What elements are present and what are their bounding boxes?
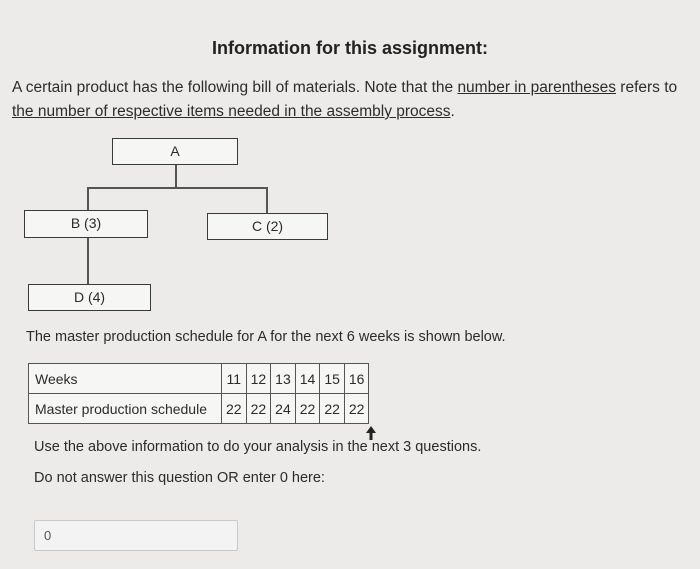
bom-connector-b [87, 187, 89, 211]
mps-quantity-cell: 22 [344, 394, 369, 424]
mps-intro-text: The master production schedule for A for the next 6 weeks is shown below. [26, 329, 506, 345]
mps-quantity-cell: 22 [246, 394, 271, 424]
mps-week-cell: 15 [320, 364, 345, 394]
bom-connector-d [87, 238, 89, 285]
mps-week-cell: 16 [344, 364, 369, 394]
intro-underlined-1: number in parentheses [457, 79, 616, 96]
intro-underlined-2: the number of respective items needed in the assembly process [12, 103, 451, 120]
intro-text-1: A certain product has the following bill of materials. Note that the [12, 79, 458, 96]
answer-input[interactable] [34, 520, 238, 551]
mps-quantity-cell: 22 [295, 394, 320, 424]
page-title: Information for this assignment: [211, 38, 488, 58]
mps-row-weeks [29, 364, 369, 394]
bom-connector-c [266, 187, 268, 213]
intro-paragraph [12, 76, 692, 124]
intro-text-3: . [450, 103, 455, 120]
bom-node-c: C (2) [207, 213, 328, 240]
mps-week-cell: 12 [246, 364, 271, 394]
intro-text-2: refers to [615, 79, 678, 96]
bom-node-a: A [112, 138, 238, 165]
instruction-text: Use the above information to do your analysis in the next 3 questions. [34, 439, 482, 455]
mps-quantity-cell: 22 [222, 394, 247, 424]
mps-table [28, 363, 369, 424]
mps-week-cell: 11 [222, 364, 247, 394]
bom-node-d: D (4) [28, 284, 151, 311]
mps-quantity-cell: 24 [271, 394, 296, 424]
bom-node-b: B (3) [24, 210, 148, 238]
bom-connector-horizontal [87, 187, 268, 189]
mps-row-quantities [29, 394, 369, 424]
mps-week-cell: 13 [271, 364, 296, 394]
question-prompt: Do not answer this question OR enter 0 here: [34, 470, 325, 486]
mps-week-cell: 14 [295, 364, 320, 394]
mps-quantity-cell: 22 [320, 394, 345, 424]
mps-weeks-label: Weeks [29, 364, 222, 394]
mps-schedule-label: Master production schedule [29, 394, 222, 424]
bom-connector-a [175, 165, 177, 188]
